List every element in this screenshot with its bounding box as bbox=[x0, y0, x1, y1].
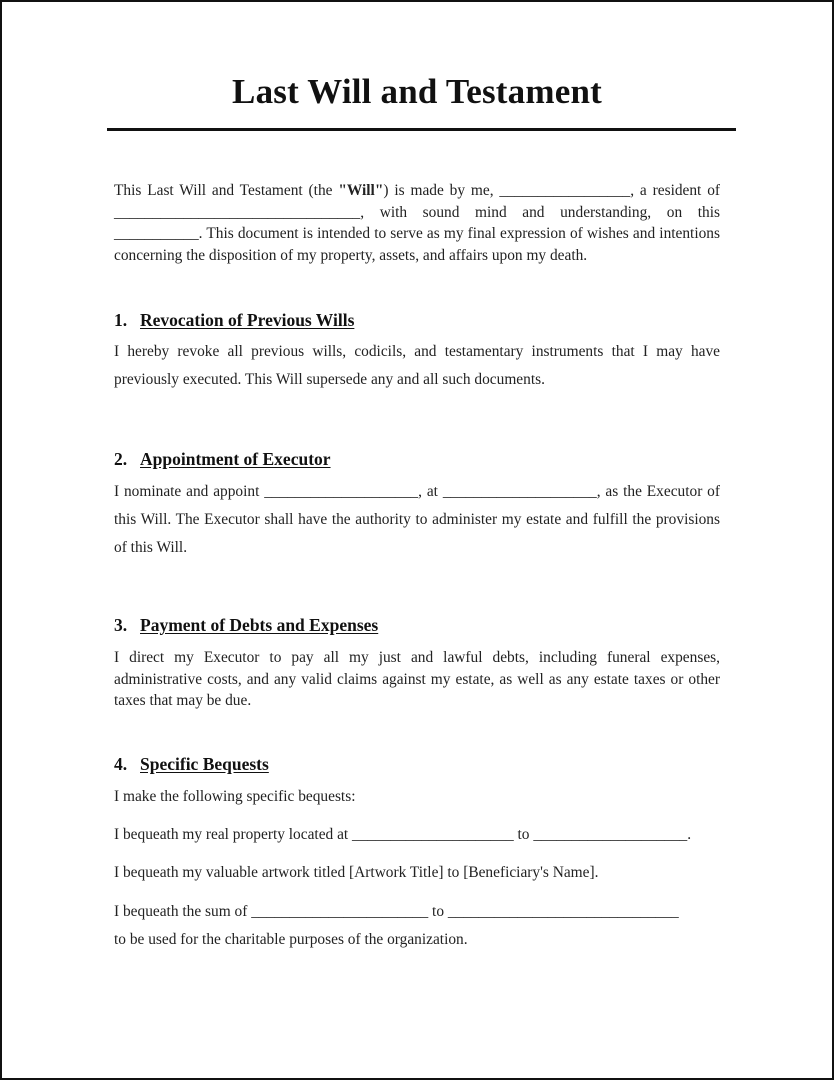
bequest-text: I bequeath the sum of bbox=[114, 903, 252, 920]
section-text: , at bbox=[418, 483, 443, 500]
bequest-text: to bbox=[513, 826, 534, 843]
intro-text: . This document is intended to serve as my final expression of wishes and intentions concerning the disposition of my property, assets, and affairs upon my death. bbox=[114, 225, 720, 264]
intro-paragraph bbox=[114, 180, 720, 266]
section-number: 4. bbox=[114, 754, 128, 774]
section-title: Specific Bequests bbox=[140, 754, 269, 774]
section-2-heading bbox=[114, 449, 331, 470]
section-4-heading bbox=[114, 754, 269, 775]
bequest-sum-purpose: to be used for the charitable purposes of the organization. bbox=[114, 931, 468, 948]
section-title: Payment of Debts and Expenses bbox=[140, 615, 379, 635]
organization-blank[interactable]: ______________________________ bbox=[447, 903, 679, 920]
section-number: 1. bbox=[114, 310, 128, 330]
intro-text: ) is made by me, bbox=[383, 182, 500, 199]
section-2-body bbox=[114, 478, 720, 562]
residence-blank[interactable]: ________________________________ bbox=[114, 203, 361, 221]
testator-name-blank[interactable]: _________________ bbox=[499, 182, 631, 199]
title-divider bbox=[107, 128, 736, 131]
section-1-heading bbox=[114, 310, 354, 331]
bequest-sum bbox=[114, 903, 724, 921]
bequest-text: . bbox=[687, 826, 692, 843]
section-3-heading bbox=[114, 615, 378, 636]
bequest-real-property bbox=[114, 826, 724, 844]
section-text: I nominate and appoint bbox=[114, 483, 265, 500]
section-title: Revocation of Previous Wills bbox=[140, 310, 355, 330]
executor-name-blank[interactable]: ____________________ bbox=[264, 483, 419, 500]
bequest-text: I bequeath my real property located at bbox=[114, 826, 353, 843]
section-1-body: I hereby revoke all previous wills, codicils, and testamentary instruments that I may have previously executed. This Will supersede any and all such documents. bbox=[114, 343, 720, 388]
section-text: , as the Executor of this Will. The Executor shall have the authority to administer my estate and fulfill the provisions of this Will. bbox=[114, 483, 720, 556]
sum-amount-blank[interactable]: _______________________ bbox=[251, 903, 429, 920]
bequest-artwork: I bequeath my valuable artwork titled [Artwork Title] to [Beneficiary's Name]. bbox=[114, 864, 599, 881]
document-title: Last Will and Testament bbox=[232, 72, 602, 111]
bequest-text: to bbox=[428, 903, 448, 920]
executor-address-blank[interactable]: ____________________ bbox=[442, 483, 597, 500]
section-3-body: I direct my Executor to pay all my just and lawful debts, including funeral expenses, administrative costs, and any valid claims against my estate, as well as any estate taxes or other taxes that may be due. bbox=[114, 649, 720, 710]
date-blank[interactable]: ___________ bbox=[114, 225, 199, 243]
will-term: "Will" bbox=[338, 182, 384, 199]
intro-text: , with sound mind and understanding, on this bbox=[360, 203, 720, 221]
property-location-blank[interactable]: _____________________ bbox=[352, 826, 514, 843]
property-beneficiary-blank[interactable]: ____________________ bbox=[533, 826, 688, 843]
section-title: Appointment of Executor bbox=[140, 449, 331, 469]
intro-text: This Last Will and Testament (the bbox=[114, 182, 339, 199]
bequests-intro: I make the following specific bequests: bbox=[114, 788, 356, 805]
section-number: 2. bbox=[114, 449, 128, 469]
intro-text: , a resident of bbox=[630, 182, 721, 199]
section-number: 3. bbox=[114, 615, 128, 635]
